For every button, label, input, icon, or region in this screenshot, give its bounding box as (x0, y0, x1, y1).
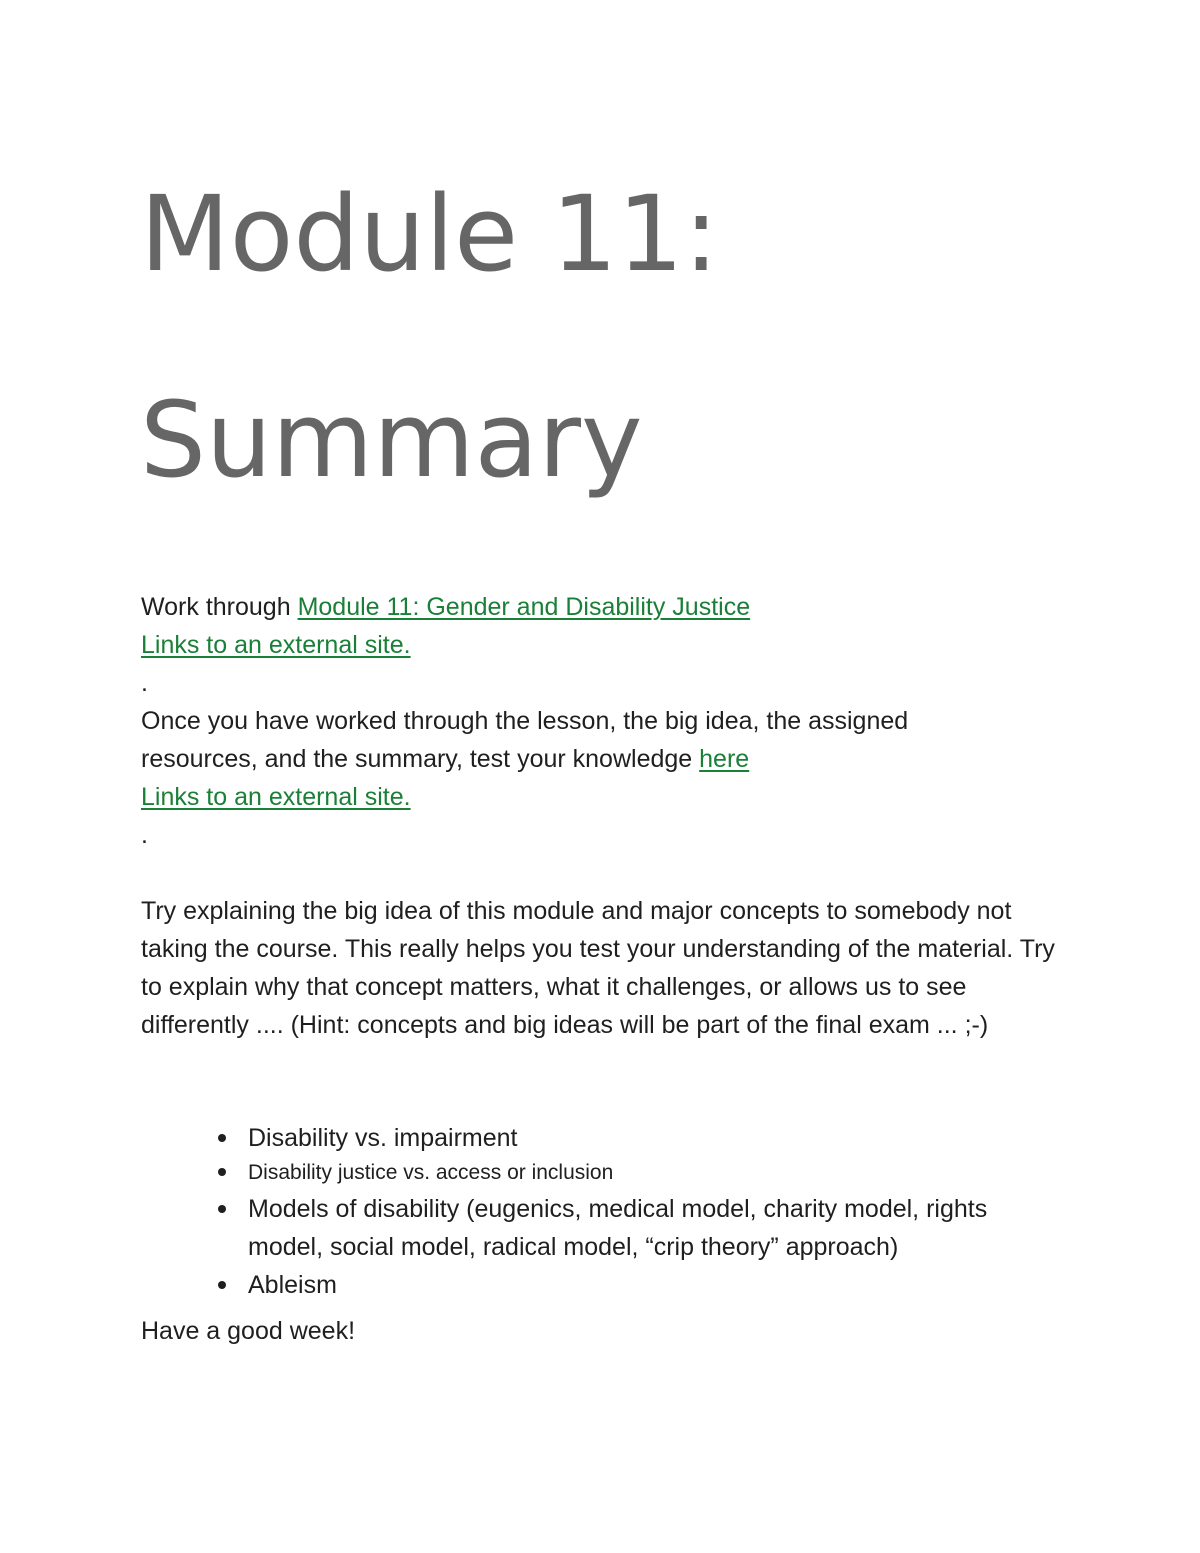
period-2: . (141, 821, 148, 849)
spacer (141, 854, 1071, 892)
external-site-link-1[interactable]: Links to an external site. (141, 631, 411, 659)
page-title-line-1: Module 11: (140, 173, 719, 295)
list-item-text: Models of disability (eugenics, medical model, charity model, rights model, social model, radical model, “crip theory” approach) (248, 1195, 988, 1261)
once-text-line-1: Once you have worked through the lesson, the big idea, the assigned (141, 707, 909, 735)
intro-section (141, 588, 1071, 1044)
bullet-icon (218, 1205, 226, 1213)
once-text-2: resources, and the summary, test your knowledge (141, 745, 700, 773)
list-item-text: Disability justice vs. access or inclusion (248, 1161, 614, 1184)
bullet-icon (218, 1168, 226, 1176)
here-link[interactable]: here (699, 745, 750, 773)
concepts-list (248, 1119, 1068, 1304)
external-site-link-2[interactable]: Links to an external site. (141, 783, 411, 811)
list-item-text: Ableism (248, 1271, 337, 1299)
period-1: . (141, 669, 148, 697)
bullet-icon (218, 1281, 226, 1289)
list-item (248, 1266, 1068, 1304)
once-text-line-2 (141, 740, 1071, 778)
external-link-line-1 (141, 626, 1071, 664)
page-title-line-2: Summary (140, 379, 643, 501)
list-item-text: Disability vs. impairment (248, 1124, 518, 1152)
list-item (248, 1119, 1068, 1157)
list-item (248, 1190, 1068, 1266)
work-through-line (141, 588, 1071, 626)
bullet-icon (218, 1134, 226, 1142)
external-link-line-2 (141, 778, 1071, 816)
module-11-link[interactable]: Module 11: Gender and Disability Justice (297, 593, 751, 621)
closing-text: Have a good week! (141, 1317, 356, 1345)
list-item (248, 1157, 1068, 1190)
explain-paragraph: Try explaining the big idea of this module and major concepts to somebody not taking the course. This really helps you test your understanding of the material. Try to explain why that concept matters, what it challenges, or allows us to see differently .... (Hint: concepts and big ideas will be part of the final exam ... ;-) (141, 897, 1055, 1039)
work-through-text: Work through (141, 593, 298, 621)
